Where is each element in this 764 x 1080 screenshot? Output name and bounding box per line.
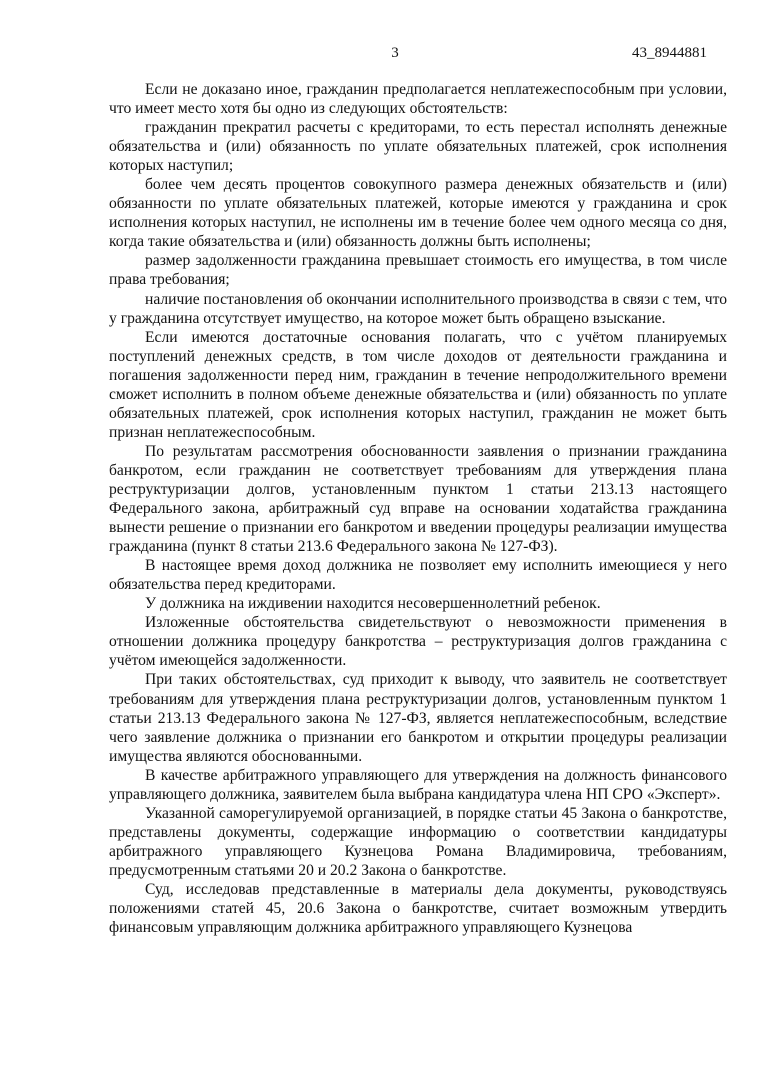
paragraph: В качестве арбитражного управляющего для утверждения на должность финансового управляющего должника, заявителем была выбрана кандидатура члена НП СРО «Эксперт». — [109, 766, 727, 803]
paragraph: В настоящее время доход должника не позволяет ему исполнить имеющиеся у него обязательства перед кредиторами. — [109, 557, 727, 594]
paragraph: наличие постановления об окончании исполнительного производства в связи с тем, что у гражданина отсутствует имущество, на которое может быть обращено взыскание. — [109, 290, 727, 327]
paragraph: У должника на иждивении находится несовершеннолетний ребенок. — [145, 595, 601, 613]
paragraph: При таких обстоятельствах, суд приходит к выводу, что заявитель не соответствует требованиям для утверждения плана реструктуризации долгов, установленным пунктом 1 статьи 213.13 Федерального закона № 127-ФЗ, является неплатежеспособным, вследствие чего заявление должника о признании его банкротом и открытии процедуры реализации имущества являются обоснованными. — [109, 671, 727, 765]
paragraph: Суд, исследовав представленные в материалы дела документы, руководствуясь положениями статей 45, 20.6 Закона о банкротстве, считает возможным утвердить финансовым управляющим должника арбитражного управляющего Кузнецова — [109, 880, 727, 937]
paragraph: гражданин прекратил расчеты с кредиторами, то есть перестал исполнять денежные обязательства и (или) обязанность по уплате обязательных платежей, срок исполнения которых наступил; — [109, 119, 727, 175]
paragraph: По результатам рассмотрения обоснованности заявления о признании гражданина банкротом, если гражданин не соответствует требованиям для утверждения плана реструктуризации долгов, установленным пунктом 1 статьи 213.13 настоящего Федерального закона, арбитражный суд вправе на основании ходатайства гражданина вынести решение о признании его банкротом и введении процедуры реализации имущества гражданина (пункт 8 статьи 213.6 Федерального закона № 127-ФЗ). — [109, 442, 727, 556]
page-number: 3 — [391, 45, 399, 61]
paragraph: Указанной саморегулируемой организацией, в порядке статьи 45 Закона о банкротстве, представлены документы, содержащие информацию о соответствии кандидатуры арбитражного управляющего Кузнецова Романа Владимировича, требованиям, предусмотренным статьями 20 и 20.2 Закона о банкротстве. — [109, 804, 727, 879]
paragraph: Изложенные обстоятельства свидетельствуют о невозможности применения в отношении должника процедуру банкротства – реструктуризация долгов гражданина с учётом имеющейся задолженности. — [109, 614, 727, 670]
document-body — [109, 80, 727, 937]
document-id: 43_8944881 — [632, 45, 707, 61]
paragraph: Если имеются достаточные основания полагать, что с учётом планируемых поступлений денежных средств, в том числе доходов от деятельности гражданина и погашения задолженности перед ним, гражданин в течение непродолжительного времени сможет исполнить в полном объеме денежные обязательства и (или) обязанность по уплате обязательных платежей, срок исполнения которых наступил, гражданин не может быть признан неплатежеспособным. — [109, 328, 727, 441]
paragraph: более чем десять процентов совокупного размера денежных обязательств и (или) обязанности по уплате обязательных платежей, которые имеются у гражданина и срок исполнения которых наступил, не исполнены им в течение более чем одного месяца со дня, когда такие обязательства и (или) обязанность должны быть исполнены; — [109, 176, 727, 251]
paragraph: Если не доказано иное, гражданин предполагается неплатежеспособным при условии, что имеет место хотя бы одно из следующих обстоятельств: — [109, 81, 727, 118]
paragraph: размер задолженности гражданина превышает стоимость его имущества, в том числе права требования; — [109, 252, 727, 289]
